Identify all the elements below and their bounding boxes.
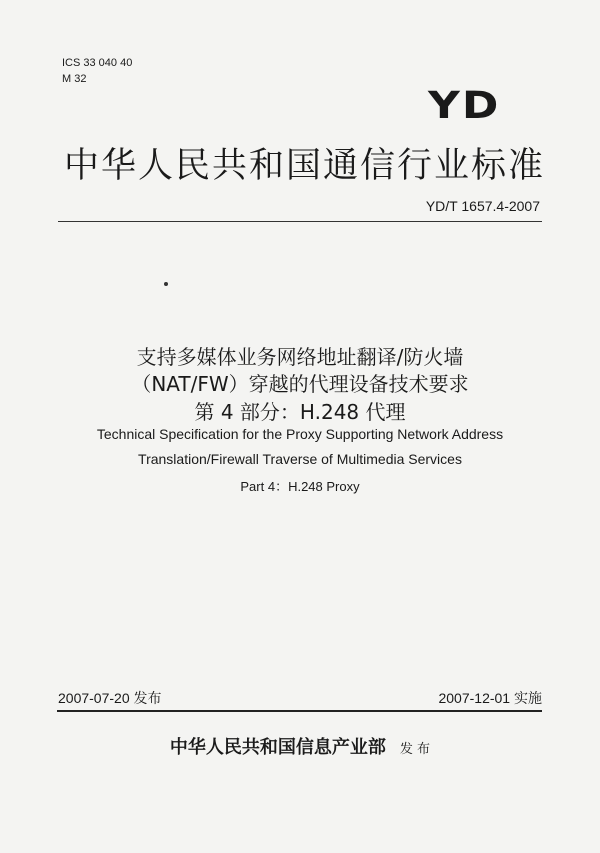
standard-number: YD/T 1657.4-2007 <box>425 198 540 214</box>
title-zh-line-1: 支持多媒体业务网络地址翻译/防火墙 <box>136 345 464 369</box>
title-en-line-1: Technical Specification for the Proxy Supporting Network Address <box>96 426 504 442</box>
scan-speck <box>164 282 168 286</box>
implement-date: 2007-12-01 实施 <box>438 690 542 706</box>
yd-logo: YD <box>428 84 501 128</box>
publisher <box>0 733 600 759</box>
header-divider <box>58 221 542 222</box>
title-en-line-2: Translation/Firewall Traverse of Multimedia Services <box>138 451 462 467</box>
title-en-line-3: Part 4：H.248 Proxy <box>240 479 360 494</box>
issue-date: 2007-07-20 发布 <box>58 690 162 706</box>
ccs-code: M 32 <box>62 73 87 85</box>
classification-codes <box>62 55 132 87</box>
title-zh-line-2: （NAT/FW）穿越的代理设备技术要求 <box>131 372 469 396</box>
publisher-name: 中华人民共和国信息产业部 <box>169 737 386 758</box>
footer-divider <box>57 710 542 712</box>
ics-code: ICS 33 040 40 <box>62 57 133 69</box>
title-zh-line-3: 第 4 部分：H.248 代理 <box>194 400 406 424</box>
publish-label: 发 布 <box>399 742 431 757</box>
standard-category-title: 中华人民共和国通信行业标准 <box>64 146 546 186</box>
